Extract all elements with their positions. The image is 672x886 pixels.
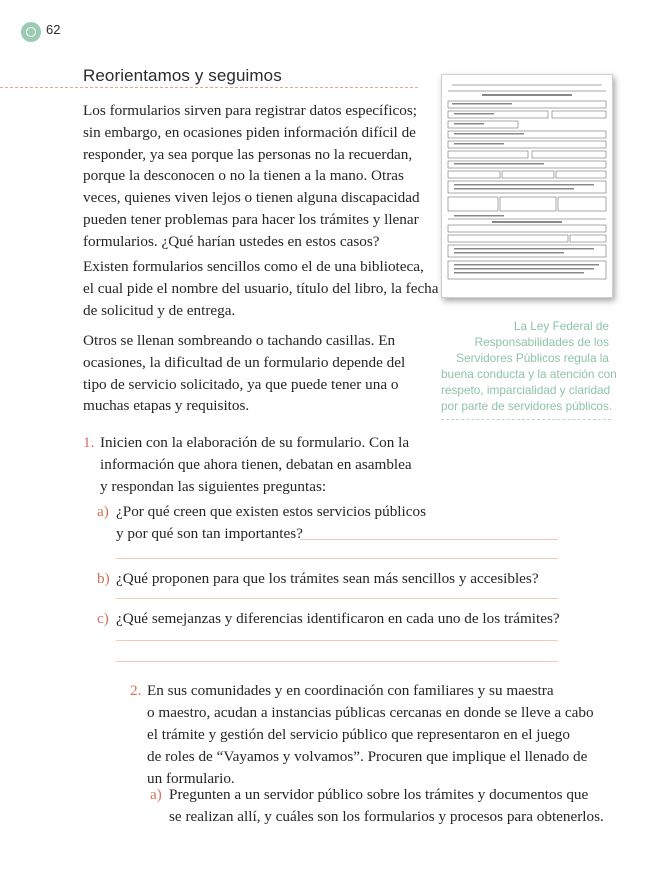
activity-1-line: y respondan las siguientes preguntas: bbox=[100, 478, 327, 495]
page-badge-icon bbox=[21, 22, 41, 42]
activity-2-line: un formulario. bbox=[147, 770, 235, 787]
question-a-text: y por qué son tan importantes? bbox=[116, 525, 303, 542]
side-note: La Ley Federal de Responsabilidades de los Servidores Públicos regula la buena conducta y la atención con respeto, imparcialidad y claridad por parte de servidores públicos. bbox=[441, 319, 617, 413]
activity-2-a-text: Pregunten a un servidor público sobre los trámites y documentos que bbox=[169, 786, 589, 803]
activity-1-number: 1. bbox=[83, 434, 95, 451]
activity-1-line: información que ahora tienen, debatan en asamblea bbox=[100, 456, 412, 473]
answer-line-c[interactable] bbox=[116, 661, 558, 662]
activity-2-a-text: se realizan allí, y cuáles son los formularios y procesos para obtenerlos. bbox=[169, 808, 604, 825]
activity-2-line: el trámite y gestión del servicio público que representaron en el juego bbox=[147, 726, 570, 743]
paragraph-library-forms: Existen formularios sencillos como el de una biblioteca, el cual pide el nombre del usuario, título del libro, la fecha de solicitud y de entrega. bbox=[83, 258, 439, 319]
paragraph-checkbox-forms: Otros se llenan sombreando o tachando casillas. En ocasiones, la dificultad de un formulario depende del tipo de servicio solicitado, ya que puede tener una o muchas etapas y requisitos. bbox=[83, 332, 406, 415]
activity-2-a-letter: a) bbox=[150, 786, 162, 803]
activity-1-line: Inicien con la elaboración de su formulario. Con la bbox=[100, 434, 410, 451]
answer-line-a[interactable] bbox=[300, 539, 558, 540]
side-note-divider bbox=[441, 419, 611, 420]
question-c-text: ¿Qué semejanzas y diferencias identificaron en cada uno de los trámites? bbox=[116, 610, 560, 627]
answer-line-a[interactable] bbox=[116, 558, 558, 559]
question-c-letter: c) bbox=[97, 610, 109, 627]
answer-line-b[interactable] bbox=[116, 598, 558, 599]
question-b-text: ¿Qué proponen para que los trámites sean más sencillos y accesibles? bbox=[116, 570, 539, 587]
section-title: Reorientamos y seguimos bbox=[83, 66, 282, 85]
activity-2-line: En sus comunidades y en coordinación con familiares y su maestra bbox=[147, 682, 554, 699]
section-divider bbox=[0, 87, 418, 88]
form-document-image bbox=[441, 74, 613, 298]
activity-2-line: de roles de “Vayamos y volvamos”. Procuren que implique el llenado de bbox=[147, 748, 588, 765]
page-number: 62 bbox=[46, 22, 61, 37]
activity-2-line: o maestro, acudan a instancias públicas cercanas en donde se lleve a cabo bbox=[147, 704, 594, 721]
question-a-letter: a) bbox=[97, 503, 109, 520]
question-b-letter: b) bbox=[97, 570, 110, 587]
activity-2-number: 2. bbox=[130, 682, 142, 699]
form-illustration bbox=[442, 75, 612, 297]
paragraph-intro: Los formularios sirven para registrar datos específicos; sin embargo, en ocasiones piden información difícil de responder, ya sea porque las personas no la recuerdan, porque la desconocen o no la tienen a la mano. Otras veces, quienes viven lejos o tienen alguna discapacidad pueden tener problemas para hacer los trámites y llenar formularios. ¿Qué harían ustedes en estos casos? bbox=[83, 102, 420, 250]
answer-line-c[interactable] bbox=[116, 640, 558, 641]
question-a-text: ¿Por qué creen que existen estos servicios públicos bbox=[116, 503, 426, 520]
